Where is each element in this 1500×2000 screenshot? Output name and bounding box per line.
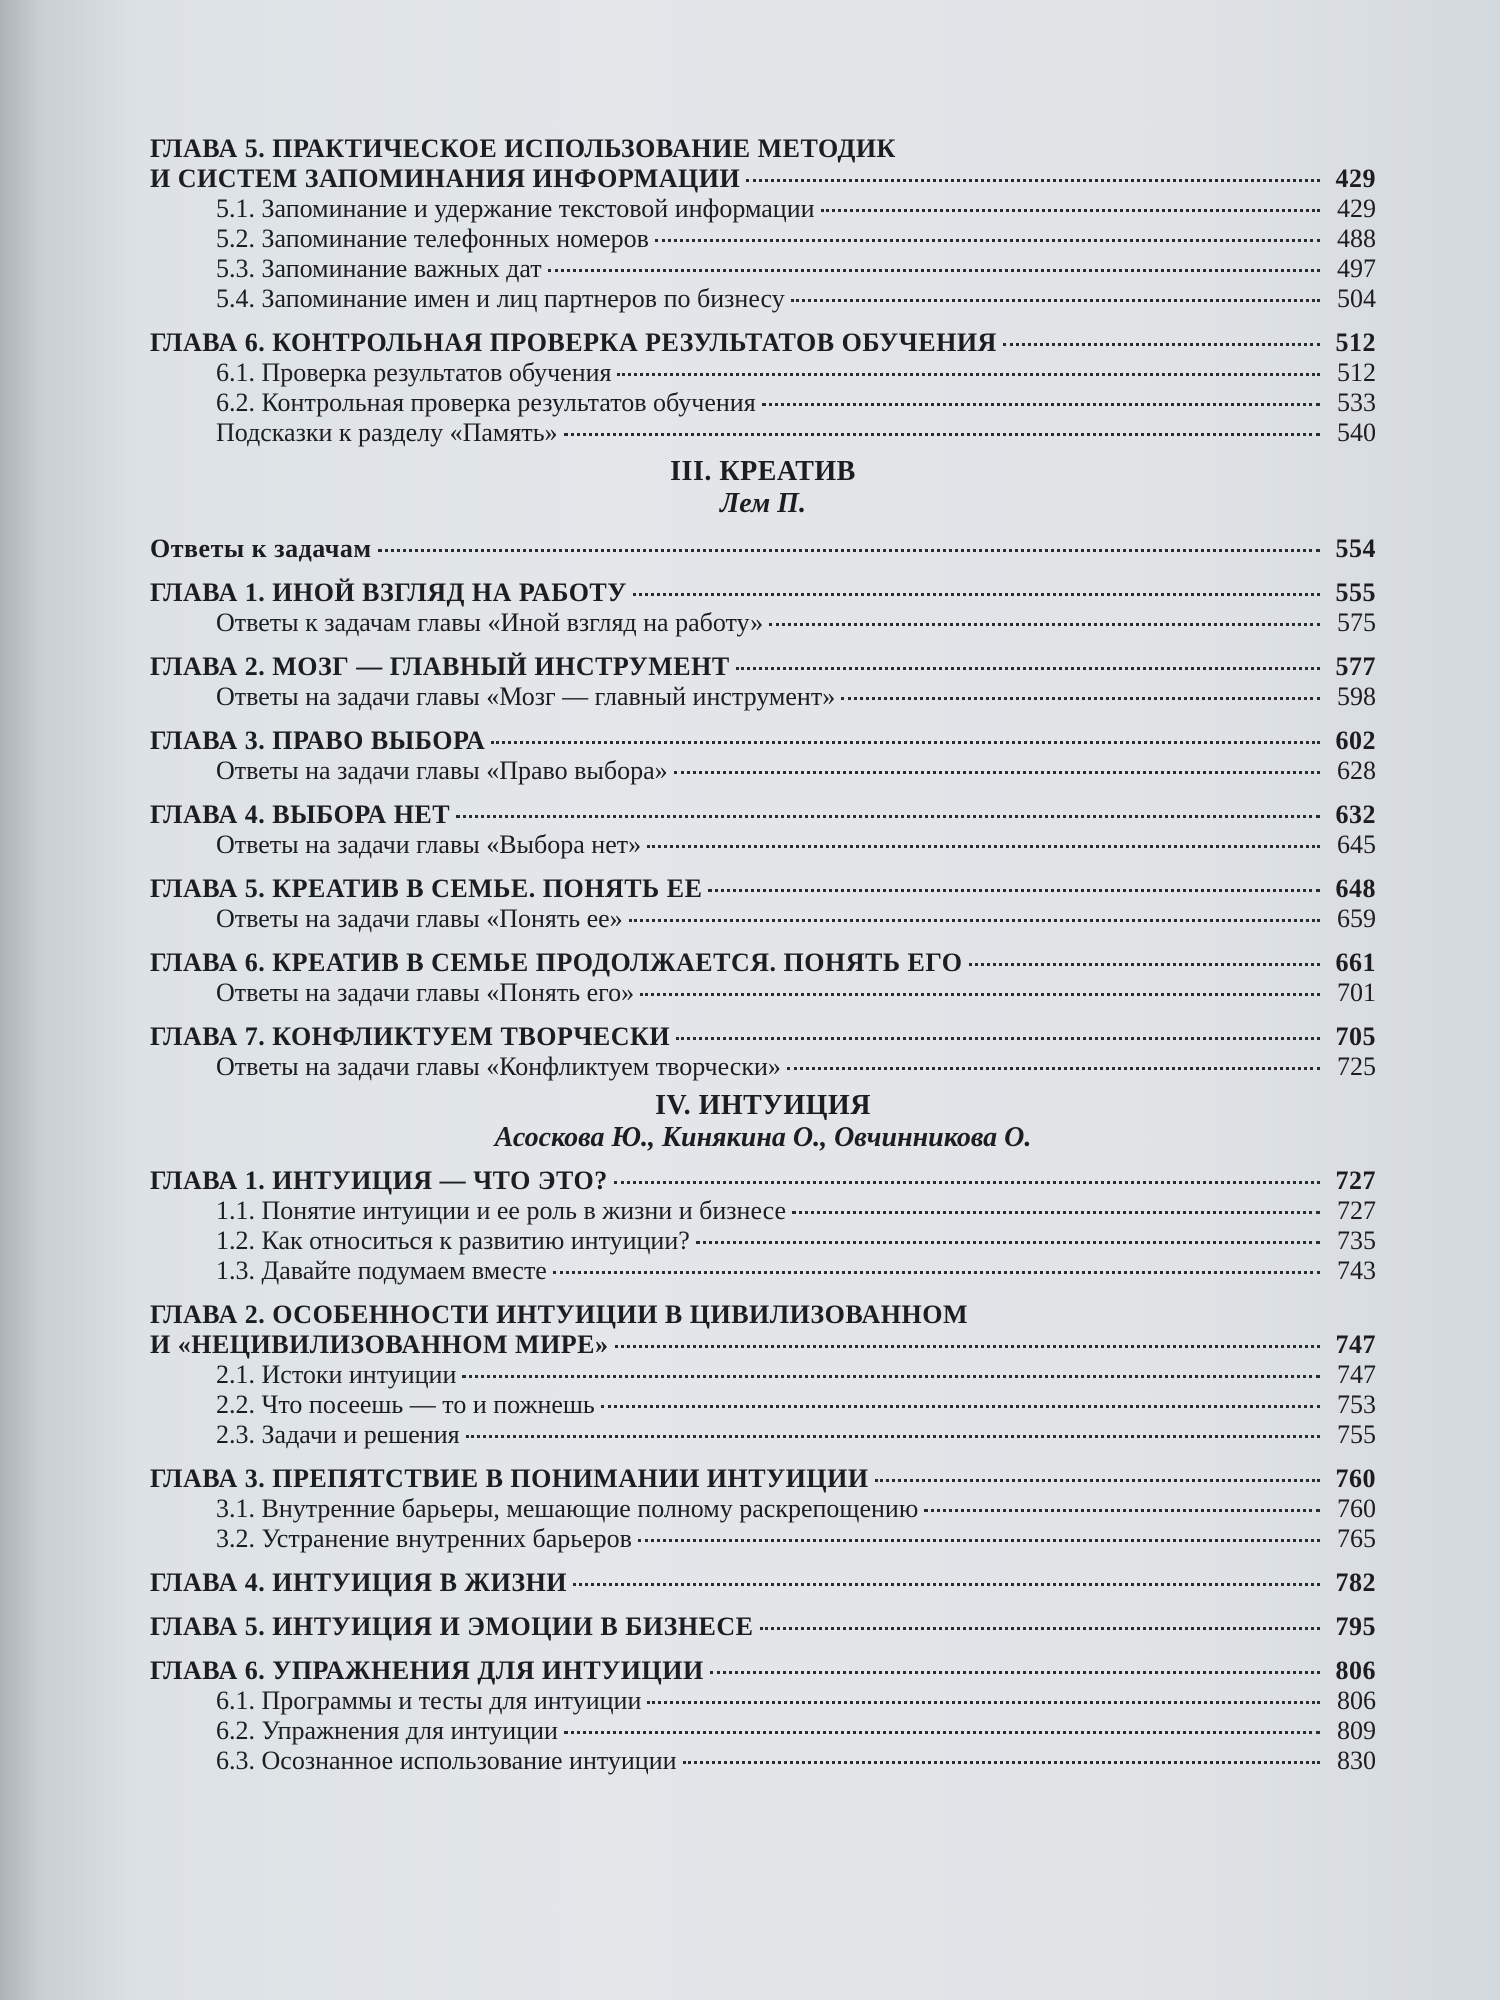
toc-chapter-heading [150, 1022, 1376, 1052]
leader-dots [746, 179, 1320, 182]
leader-dots [736, 667, 1320, 670]
section-heading: III. КРЕАТИВ [670, 456, 856, 487]
leader-dots [462, 1375, 1320, 1378]
entry-label: 2.1. Истоки интуиции [216, 1360, 457, 1389]
toc-entry [150, 1524, 1376, 1554]
toc-answers-heading [150, 534, 1376, 564]
leader-dots [969, 963, 1321, 966]
page-number: 727 [1335, 1166, 1376, 1195]
page-number: 540 [1337, 418, 1376, 447]
leader-dots [553, 1271, 1320, 1274]
leader-dots [640, 993, 1320, 996]
leader-dots [647, 845, 1320, 848]
page-number: 760 [1335, 1464, 1376, 1493]
toc-entry [150, 224, 1376, 254]
page-number: 661 [1335, 948, 1376, 977]
chapter-title: ГЛАВА 3. ПРАВО ВЫБОРА [150, 726, 486, 755]
leader-dots [638, 1539, 1320, 1542]
page-number: 533 [1337, 388, 1376, 417]
leader-dots [614, 1181, 1320, 1184]
toc-entry [150, 682, 1376, 712]
page-number: 429 [1335, 164, 1376, 193]
toc-entry [150, 194, 1376, 224]
leader-dots [1003, 343, 1320, 346]
entry-label: Ответы к задачам главы «Иной взгляд на работу» [216, 608, 764, 637]
leader-dots [564, 1731, 1320, 1734]
toc-entry [150, 284, 1376, 314]
entry-label: 6.3. Осознанное использование интуиции [216, 1746, 677, 1775]
entry-label: 1.3. Давайте подумаем вместе [216, 1256, 547, 1285]
page-number: 760 [1337, 1494, 1376, 1523]
entry-label: 3.2. Устранение внутренних барьеров [216, 1524, 632, 1553]
toc-chapter-heading [150, 164, 1376, 194]
toc-chapter-heading [150, 948, 1376, 978]
leader-dots [629, 919, 1320, 922]
page-number: 727 [1337, 1196, 1376, 1225]
page-number: 488 [1337, 224, 1376, 253]
toc-chapter-heading [150, 1612, 1376, 1642]
entry-label: 5.2. Запоминание телефонных номеров [216, 224, 649, 253]
toc-entry [150, 418, 1376, 448]
page-number: 830 [1337, 1746, 1376, 1775]
section-author: Лем П. [720, 488, 806, 519]
page-number: 747 [1337, 1360, 1376, 1389]
leader-dots [466, 1435, 1320, 1438]
toc-chapter-heading [150, 874, 1376, 904]
entry-label: 3.1. Внутренние барьеры, мешающие полному раскрепощению [216, 1494, 919, 1523]
entry-label: Подсказки к разделу «Память» [216, 418, 558, 447]
leader-dots [601, 1405, 1320, 1408]
leader-dots [655, 239, 1320, 242]
toc-entry [150, 608, 1376, 638]
page-number: 512 [1337, 358, 1376, 387]
table-of-contents [150, 134, 1376, 1776]
page-number: 659 [1337, 904, 1376, 933]
chapter-title: ГЛАВА 6. УПРАЖНЕНИЯ ДЛЯ ИНТУИЦИИ [150, 1656, 704, 1685]
leader-dots [792, 1211, 1320, 1214]
page-number: 554 [1335, 534, 1376, 563]
entry-label: Ответы на задачи главы «Конфликтуем творчески» [216, 1052, 781, 1081]
toc-chapter-heading [150, 1166, 1376, 1196]
page-number: 701 [1337, 978, 1376, 1007]
leader-dots [378, 549, 1320, 552]
entry-label: Ответы на задачи главы «Мозг — главный инструмент» [216, 682, 836, 711]
toc-entry [150, 254, 1376, 284]
toc-entry [150, 1746, 1376, 1776]
chapter-title: ГЛАВА 5. ПРАКТИЧЕСКОЕ ИСПОЛЬЗОВАНИЕ МЕТОДИК [150, 134, 896, 163]
page-number: 809 [1337, 1716, 1376, 1745]
leader-dots [875, 1479, 1320, 1482]
entry-label: 5.1. Запоминание и удержание текстовой информации [216, 194, 815, 223]
page-number: 555 [1335, 578, 1376, 607]
toc-entry [150, 830, 1376, 860]
leader-dots [762, 403, 1320, 406]
entry-label: 5.4. Запоминание имен и лиц партнеров по бизнесу [216, 284, 785, 313]
page-number: 598 [1337, 682, 1376, 711]
leader-dots [647, 1701, 1320, 1704]
leader-dots [615, 1345, 1320, 1348]
chapter-title: ГЛАВА 1. ИНОЙ ВЗГЛЯД НА РАБОТУ [150, 578, 627, 607]
toc-entry [150, 1226, 1376, 1256]
entry-label: 6.2. Контрольная проверка результатов обучения [216, 388, 756, 417]
answers-label: Ответы к задачам [150, 534, 372, 563]
leader-dots [821, 209, 1320, 212]
page-number: 497 [1337, 254, 1376, 283]
page-number: 504 [1337, 284, 1376, 313]
leader-dots [633, 593, 1320, 596]
toc-entry [150, 1686, 1376, 1716]
toc-entry [150, 1360, 1376, 1390]
toc-entry [150, 1420, 1376, 1450]
toc-entry [150, 388, 1376, 418]
toc-chapter-heading [150, 1330, 1376, 1360]
entry-label: Ответы на задачи главы «Право выбора» [216, 756, 668, 785]
toc-entry [150, 1716, 1376, 1746]
leader-dots [760, 1627, 1320, 1630]
page-number: 725 [1337, 1052, 1376, 1081]
toc-chapter-heading [150, 328, 1376, 358]
chapter-title-continued: И «НЕЦИВИЛИЗОВАННОМ МИРЕ» [150, 1330, 609, 1359]
toc-entry [150, 1052, 1376, 1082]
toc-entry [150, 904, 1376, 934]
entry-label: 1.2. Как относиться к развитию интуиции? [216, 1226, 690, 1255]
page-number: 765 [1337, 1524, 1376, 1553]
chapter-title: ГЛАВА 4. ИНТУИЦИЯ В ЖИЗНИ [150, 1568, 568, 1597]
leader-dots [791, 299, 1320, 302]
page-number: 575 [1337, 608, 1376, 637]
toc-chapter-heading [150, 1300, 1376, 1330]
chapter-title: ГЛАВА 4. ВЫБОРА НЕТ [150, 800, 451, 829]
toc-entry [150, 1494, 1376, 1524]
page-number: 602 [1335, 726, 1376, 755]
leader-dots [617, 373, 1320, 376]
chapter-title: ГЛАВА 2. МОЗГ — ГЛАВНЫЙ ИНСТРУМЕНТ [150, 652, 730, 681]
toc-entry [150, 358, 1376, 388]
entry-label: 2.3. Задачи и решения [216, 1420, 460, 1449]
entry-label: 6.1. Проверка результатов обучения [216, 358, 612, 387]
page-number: 795 [1335, 1612, 1376, 1641]
leader-dots [787, 1067, 1320, 1070]
page-number: 577 [1335, 652, 1376, 681]
toc-chapter-heading [150, 726, 1376, 756]
toc-chapter-heading [150, 800, 1376, 830]
leader-dots [564, 433, 1320, 436]
leader-dots [924, 1509, 1320, 1512]
leader-dots [769, 623, 1320, 626]
leader-dots [573, 1583, 1320, 1586]
page-number: 806 [1335, 1656, 1376, 1685]
chapter-title: ГЛАВА 6. КОНТРОЛЬНАЯ ПРОВЕРКА РЕЗУЛЬТАТОВ ОБУЧЕНИЯ [150, 328, 997, 357]
leader-dots [674, 771, 1320, 774]
toc-chapter-heading [150, 578, 1376, 608]
toc-entry [150, 756, 1376, 786]
toc-entry [150, 978, 1376, 1008]
toc-chapter-heading [150, 652, 1376, 682]
page-number: 512 [1335, 328, 1376, 357]
leader-dots [841, 697, 1320, 700]
section-heading: IV. ИНТУИЦИЯ [655, 1090, 871, 1121]
page-number: 806 [1337, 1686, 1376, 1715]
chapter-title: ГЛАВА 5. КРЕАТИВ В СЕМЬЕ. ПОНЯТЬ ЕЕ [150, 874, 703, 903]
page-number: 753 [1337, 1390, 1376, 1419]
leader-dots [696, 1241, 1320, 1244]
chapter-title: ГЛАВА 1. ИНТУИЦИЯ — ЧТО ЭТО? [150, 1166, 608, 1195]
chapter-title: ГЛАВА 6. КРЕАТИВ В СЕМЬЕ ПРОДОЛЖАЕТСЯ. ПОНЯТЬ ЕГО [150, 948, 963, 977]
page-number: 705 [1335, 1022, 1376, 1051]
entry-label: 6.1. Программы и тесты для интуиции [216, 1686, 642, 1715]
toc-chapter-heading [150, 1464, 1376, 1494]
entry-label: Ответы на задачи главы «Выбора нет» [216, 830, 642, 859]
chapter-title: ГЛАВА 7. КОНФЛИКТУЕМ ТВОРЧЕСКИ [150, 1022, 671, 1051]
entry-label: Ответы на задачи главы «Понять его» [216, 978, 635, 1007]
leader-dots [548, 269, 1320, 272]
entry-label: 2.2. Что посеешь — то и пожнешь [216, 1390, 595, 1419]
page-number: 628 [1337, 756, 1376, 785]
toc-entry [150, 1196, 1376, 1226]
toc-entry [150, 1256, 1376, 1286]
page-number: 645 [1337, 830, 1376, 859]
toc-chapter-heading [150, 134, 1376, 164]
page-number: 743 [1337, 1256, 1376, 1285]
chapter-title: ГЛАВА 3. ПРЕПЯТСТВИЕ В ПОНИМАНИИ ИНТУИЦИИ [150, 1464, 869, 1493]
chapter-title-continued: И СИСТЕМ ЗАПОМИНАНИЯ ИНФОРМАЦИИ [150, 164, 741, 193]
chapter-title: ГЛАВА 5. ИНТУИЦИЯ И ЭМОЦИИ В БИЗНЕСЕ [150, 1612, 754, 1641]
leader-dots [491, 741, 1320, 744]
page-number: 782 [1335, 1568, 1376, 1597]
toc-entry [150, 1390, 1376, 1420]
toc-chapter-heading [150, 1656, 1376, 1686]
page-number: 429 [1337, 194, 1376, 223]
entry-label: 6.2. Упражнения для интуиции [216, 1716, 558, 1745]
entry-label: Ответы на задачи главы «Понять ее» [216, 904, 623, 933]
page-number: 648 [1335, 874, 1376, 903]
section-author: Асоскова Ю., Кинякина О., Овчинникова О. [494, 1122, 1032, 1153]
page-number: 632 [1335, 800, 1376, 829]
entry-label: 5.3. Запоминание важных дат [216, 254, 542, 283]
leader-dots [710, 1671, 1320, 1674]
leader-dots [676, 1037, 1320, 1040]
page-number: 735 [1337, 1226, 1376, 1255]
page-number: 747 [1335, 1330, 1376, 1359]
leader-dots [456, 815, 1320, 818]
chapter-title: ГЛАВА 2. ОСОБЕННОСТИ ИНТУИЦИИ В ЦИВИЛИЗОВАННОМ [150, 1300, 969, 1329]
entry-label: 1.1. Понятие интуиции и ее роль в жизни и бизнесе [216, 1196, 787, 1225]
toc-chapter-heading [150, 1568, 1376, 1598]
page-number: 755 [1337, 1420, 1376, 1449]
leader-dots [683, 1761, 1320, 1764]
leader-dots [708, 889, 1320, 892]
